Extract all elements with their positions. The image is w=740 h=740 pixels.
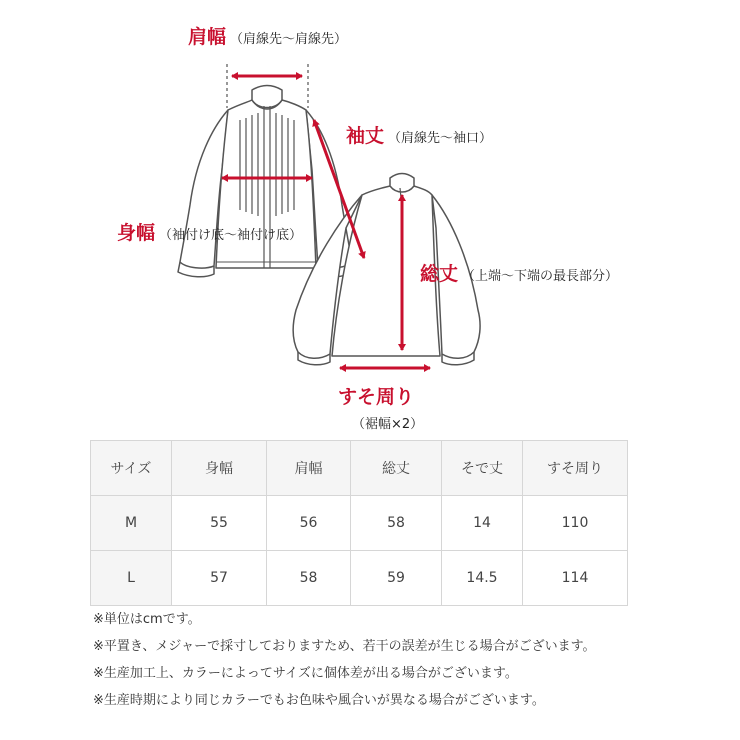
note-line: ※単位はcmです。 <box>93 612 201 627</box>
table-cell: 58 <box>267 551 351 606</box>
table-row <box>91 496 628 551</box>
note-line: ※平置き、メジャーで採寸しておりますため、若干の誤差が生じる場合がございます。 <box>93 639 596 654</box>
table-cell-size: M <box>91 496 172 551</box>
table-cell: 57 <box>172 551 267 606</box>
table-cell: 14.5 <box>442 551 523 606</box>
table-cell: 58 <box>351 496 442 551</box>
table-cell: 110 <box>523 496 628 551</box>
sleeve-label: 袖丈 （肩線先～袖口） <box>346 125 493 147</box>
table-cell: 14 <box>442 496 523 551</box>
table-cell: 59 <box>351 551 442 606</box>
table-header: 総丈 <box>351 441 442 496</box>
hem-label-note: （裾幅×2） <box>352 417 424 432</box>
note-line: ※生産加工上、カラーによってサイズに個体差が出る場合がございます。 <box>93 666 518 681</box>
shoulder-label: 肩幅 （肩線先～肩線先） <box>188 26 348 48</box>
table-header-row <box>91 441 628 496</box>
body-width-label: 身幅 （袖付け底～袖付け底） <box>117 222 303 244</box>
note-line: ※生産時期により同じカラーでもお色味や風合いが異なる場合がございます。 <box>93 693 545 708</box>
table-header: サイズ <box>91 441 172 496</box>
table-header: 肩幅 <box>267 441 351 496</box>
notes <box>93 606 596 714</box>
table-cell: 56 <box>267 496 351 551</box>
size-table <box>90 440 628 606</box>
table-header: 身幅 <box>172 441 267 496</box>
length-label: 総丈 （上端～下端の最長部分） <box>420 263 619 285</box>
table-row <box>91 551 628 606</box>
table-cell: 114 <box>523 551 628 606</box>
hem-label-key: すそ周り <box>338 386 415 408</box>
table-cell: 55 <box>172 496 267 551</box>
table-header: そで丈 <box>442 441 523 496</box>
table-cell-size: L <box>91 551 172 606</box>
table-header: すそ周り <box>523 441 628 496</box>
